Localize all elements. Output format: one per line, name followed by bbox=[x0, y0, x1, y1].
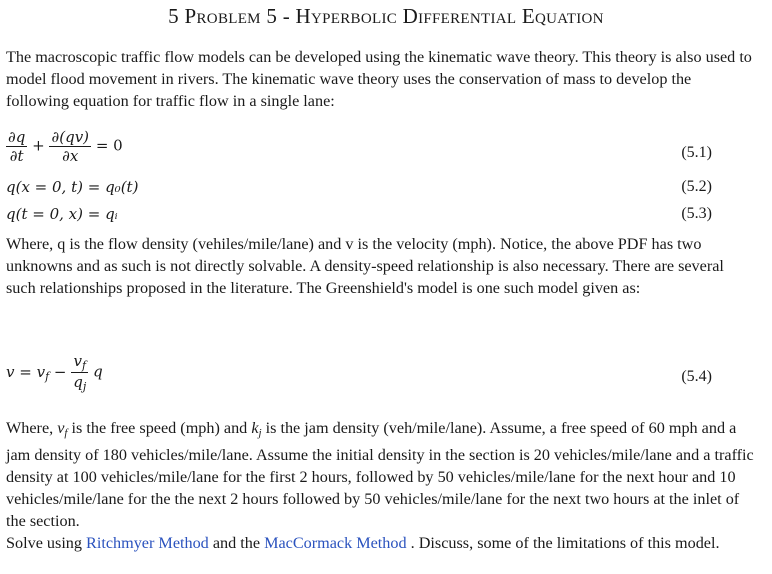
fraction-vf-qj: $\frac{v_f}{q_j}$ bbox=[73, 352, 87, 393]
equation-number: (5.2) bbox=[681, 178, 712, 195]
greenshield-paragraph: Where, q is the flow density (vehiles/mile/lane) and v is the velocity (mph). Notice, the above PDF has two unknowns and as such is not directly solvable. A density-speed relationship is also necessary. There are several such relationships proposed in the literature. The Greenshield's model is one such model given as: bbox=[6, 235, 724, 297]
equation-number: (5.1) bbox=[681, 144, 712, 161]
equation-number: (5.3) bbox=[681, 205, 712, 222]
equation-number: (5.4) bbox=[681, 368, 712, 385]
assumption-paragraph: Where, $v_f$ is the free speed (mph) and $k_j$ is the jam density (veh/mile/lane). Assume, a free speed of 60 mph and a jam density of 180 vehicles/mile/lane. Assume the initial density in the section is 20 vehicles/mile/lane and a traffic density at 100 vehicles/mile/lane for the first 2 hours, followed by 50 vehicles/mile/lane for the next hour and 10 vehicles/mile/lane for the the next 2 hours followed by 50 vehicles/mile/lane for the next two hours at the inlet of the section. Solve using Ritchmyer Method and the MacCormack Method . Discuss, some of the limitations of this model. bbox=[6, 419, 754, 552]
intro-paragraph: The macroscopic traffic flow models can be developed using the kinematic wave theory. This theory is also used to model flood movement in rivers. The kinematic wave theory uses the conservation of mass to develop the following equation for traffic flow in a single lane: bbox=[6, 48, 752, 110]
fraction-dqv-dx: $\frac{\partial(qv)}{\partial x}$ bbox=[51, 128, 90, 165]
equation-5-3: q(t = 0, x) = qᵢ (5.3) bbox=[6, 205, 712, 223]
equation-5-2: q(x = 0, t) = q₀(t) (5.2) bbox=[6, 178, 712, 196]
fraction-dq-dt: $\frac{\partial q}{\partial t}$ bbox=[8, 128, 26, 165]
section-title: 5 Problem 5 - Hyperbolic Differential Equation bbox=[168, 4, 604, 28]
equation-5-1: $\frac{\partial q}{\partial t}$ + $\frac{\partial(qv)}{\partial x}$ = 0 (5.1) bbox=[8, 128, 712, 165]
ritchmyer-link[interactable]: Ritchmyer Method bbox=[86, 534, 209, 552]
maccormack-link[interactable]: MacCormack Method bbox=[264, 534, 407, 552]
equation-5-4: $v = v_f$ − $\frac{v_f}{q_j}$ q (5.4) bbox=[6, 352, 712, 393]
